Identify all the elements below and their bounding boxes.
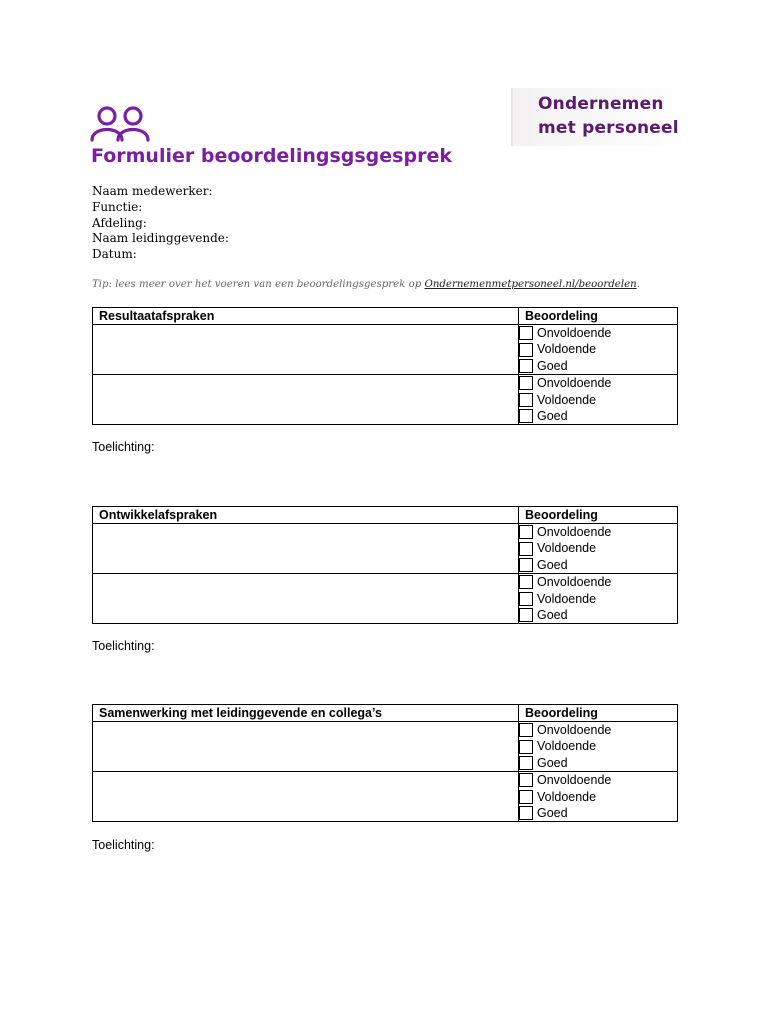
rating-option	[519, 755, 677, 771]
rating-option	[519, 722, 677, 738]
rating-header: Beoordeling	[519, 308, 678, 325]
option-label: Voldoende	[537, 342, 597, 357]
rating-options	[519, 574, 678, 624]
rating-option	[519, 524, 677, 540]
tip-label: Tip: lees meer over het voeren van een beoordelingsgesprek op	[92, 279, 425, 290]
checkbox[interactable]	[519, 359, 533, 373]
checkbox[interactable]	[519, 525, 533, 539]
explanation-label: Toelichting:	[92, 639, 155, 653]
rating-option	[519, 772, 677, 788]
rating-option	[519, 325, 677, 341]
rating-option	[519, 805, 677, 821]
field-manager-name: Naam leidinggevende:	[92, 231, 229, 246]
tip-link[interactable]: Ondernemenmetpersoneel.nl/beoordelen	[424, 279, 637, 290]
people-icon	[89, 104, 151, 144]
rating-option	[519, 591, 677, 607]
rating-option	[519, 574, 677, 590]
agreement-cell[interactable]	[93, 722, 519, 772]
page-title: Formulier beoordelingsgsgesprek	[91, 145, 452, 167]
checkbox[interactable]	[519, 558, 533, 572]
rating-options	[519, 524, 678, 574]
checkbox[interactable]	[519, 740, 533, 754]
checkbox[interactable]	[519, 409, 533, 423]
option-label: Onvoldoende	[537, 326, 612, 340]
rating-option	[519, 789, 677, 805]
collaboration-table	[92, 704, 678, 822]
field-employee-name: Naam medewerker:	[92, 184, 213, 198]
checkbox[interactable]	[519, 723, 533, 737]
field-date: Datum:	[92, 247, 137, 262]
checkbox[interactable]	[519, 592, 533, 606]
rating-option	[519, 540, 677, 556]
checkbox[interactable]	[519, 542, 533, 556]
option-label: Onvoldoende	[537, 575, 612, 590]
rating-option	[519, 341, 677, 357]
rating-options	[519, 325, 678, 375]
section-header: Resultaatafspraken	[93, 308, 519, 325]
checkbox[interactable]	[519, 790, 533, 804]
field-function: Functie:	[92, 199, 143, 214]
checkbox[interactable]	[519, 376, 533, 390]
employee-fields	[92, 184, 229, 263]
rating-option	[519, 557, 677, 573]
option-label: Onvoldoende	[537, 723, 612, 737]
tip-text	[92, 279, 640, 290]
tip-end: .	[636, 279, 640, 290]
logo-text-line1: Ondernemen	[538, 94, 664, 114]
rating-options	[519, 375, 678, 425]
results-table	[92, 307, 678, 425]
section-header: Ontwikkelafspraken	[93, 507, 519, 524]
agreement-cell[interactable]	[93, 574, 519, 624]
checkbox[interactable]	[519, 773, 533, 787]
brand-logo	[511, 88, 697, 146]
checkbox[interactable]	[519, 326, 533, 340]
option-label: Voldoende	[537, 739, 597, 754]
logo-text-line2: met personeel	[538, 118, 679, 138]
rating-option	[519, 408, 677, 424]
option-label: Goed	[537, 358, 568, 373]
checkbox[interactable]	[519, 393, 533, 407]
rating-header: Beoordeling	[519, 705, 678, 722]
option-label: Goed	[537, 408, 568, 423]
option-label: Goed	[537, 607, 568, 622]
field-department: Afdeling:	[92, 215, 147, 230]
checkbox[interactable]	[519, 575, 533, 589]
option-label: Onvoldoende	[537, 773, 612, 788]
agreement-cell[interactable]	[93, 375, 519, 425]
rating-options	[519, 772, 678, 822]
option-label: Goed	[537, 805, 568, 820]
agreement-cell[interactable]	[93, 325, 519, 375]
explanation-label: Toelichting:	[92, 440, 155, 454]
rating-header: Beoordeling	[519, 507, 678, 524]
development-table	[92, 506, 678, 624]
option-label: Voldoende	[537, 789, 597, 804]
rating-option	[519, 392, 677, 408]
agreement-cell[interactable]	[93, 772, 519, 822]
option-label: Onvoldoende	[537, 525, 612, 539]
rating-options	[519, 722, 678, 772]
explanation-label: Toelichting:	[92, 838, 155, 852]
agreement-cell[interactable]	[93, 524, 519, 574]
option-label: Onvoldoende	[537, 376, 612, 391]
option-label: Voldoende	[537, 392, 597, 407]
rating-option	[519, 358, 677, 374]
checkbox[interactable]	[519, 756, 533, 770]
rating-option	[519, 607, 677, 623]
section-header: Samenwerking met leidinggevende en collega’s	[93, 705, 519, 722]
option-label: Voldoende	[537, 541, 597, 556]
checkbox[interactable]	[519, 608, 533, 622]
rating-option	[519, 375, 677, 391]
checkbox[interactable]	[519, 806, 533, 820]
rating-option	[519, 738, 677, 754]
option-label: Goed	[537, 557, 568, 572]
option-label: Voldoende	[537, 591, 597, 606]
checkbox[interactable]	[519, 343, 533, 357]
option-label: Goed	[537, 755, 568, 770]
